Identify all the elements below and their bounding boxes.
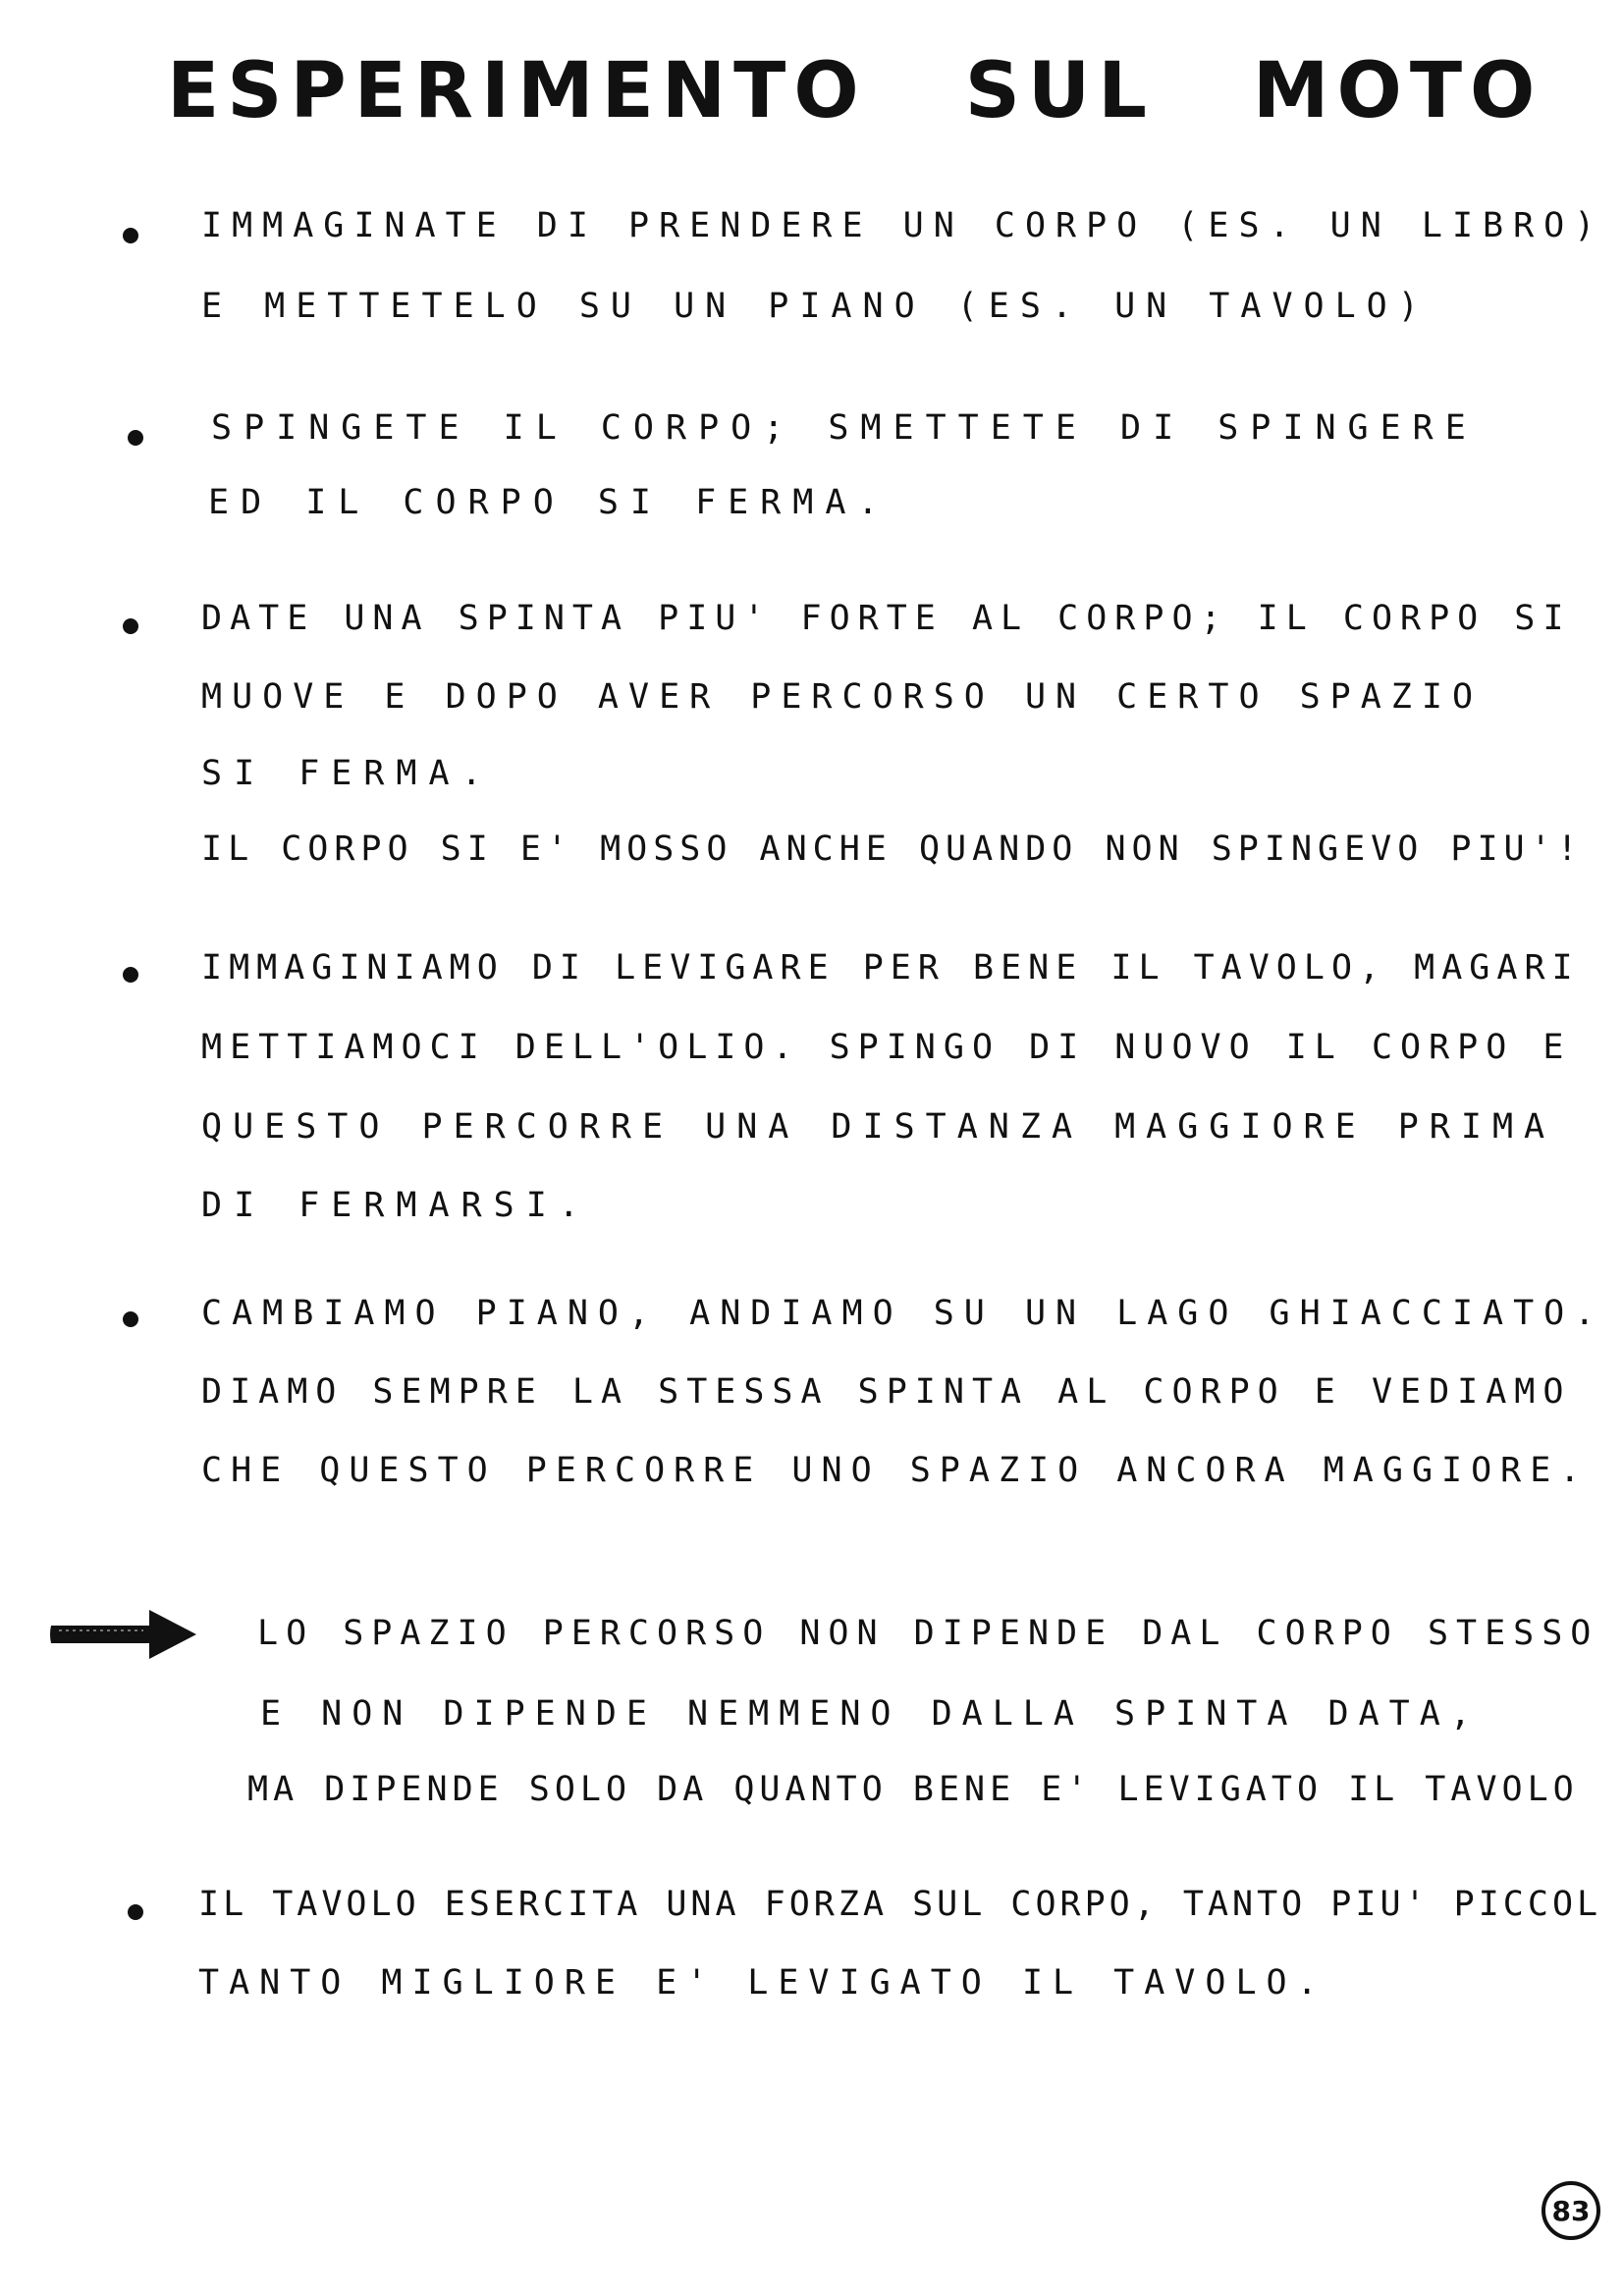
page-number: 83 (1542, 2181, 1600, 2240)
bullet-dot-icon (128, 430, 143, 446)
text-line: IMMAGINATE DI PRENDERE UN CORPO (ES. UN LIBRO) (201, 206, 1605, 245)
right-arrow-icon (47, 1606, 200, 1663)
text-line: SPINGETE IL CORPO; SMETTETE DI SPINGERE (211, 408, 1478, 448)
text-line: MUOVE E DOPO AVER PERCORSO UN CERTO SPAZIO (201, 677, 1484, 717)
text-line: DATE UNA SPINTA PIU' FORTE AL CORPO; IL CORPO SI (201, 599, 1572, 638)
text-line: LO SPAZIO PERCORSO NON DIPENDE DAL CORPO STESSO (257, 1614, 1599, 1653)
text-line: METTIAMOCI DELL'OLIO. SPINGO DI NUOVO IL CORPO E (201, 1028, 1572, 1067)
text-line: IMMAGINIAMO DI LEVIGARE PER BENE IL TAVOLO, MAGARI (201, 948, 1580, 988)
bullet-dot-icon (123, 618, 138, 634)
text-line: E NON DIPENDE NEMMENO DALLA SPINTA DATA, (260, 1694, 1481, 1734)
text-line: E METTETELO SU UN PIANO (ES. UN TAVOLO) (201, 287, 1430, 326)
text-line: ED IL CORPO SI FERMA. (208, 483, 891, 522)
text-line: DIAMO SEMPRE LA STESSA SPINTA AL CORPO E VEDIAMO (201, 1372, 1572, 1412)
text-line: IL TAVOLO ESERCITA UNA FORZA SUL CORPO, TANTO PIU' PICCOL (198, 1885, 1602, 1924)
bullet-dot-icon (123, 228, 138, 243)
text-line: CHE QUESTO PERCORRE UNO SPAZIO ANCORA MAGGIORE. (201, 1451, 1590, 1490)
text-line: MA DIPENDE SOLO DA QUANTO BENE E' LEVIGATO IL TAVOLO (247, 1770, 1579, 1809)
text-line: DI FERMARSI. (201, 1186, 591, 1225)
bullet-dot-icon (123, 967, 138, 983)
text-line: SI FERMA. (201, 754, 494, 793)
title-word: ESPERIMENTO (167, 47, 867, 135)
bullet-dot-icon (128, 1904, 143, 1920)
text-line: CAMBIAMO PIANO, ANDIAMO SU UN LAGO GHIACCIATO. (201, 1294, 1605, 1333)
title-word: SUL (964, 47, 1155, 135)
page-title (167, 47, 1543, 135)
bullet-dot-icon (123, 1311, 138, 1327)
text-line: IL CORPO SI E' MOSSO ANCHE QUANDO NON SPINGEVO PIU'! (201, 829, 1584, 869)
title-word: MOTO (1252, 47, 1543, 135)
text-line: TANTO MIGLIORE E' LEVIGATO IL TAVOLO. (198, 1963, 1327, 2002)
text-line: QUESTO PERCORRE UNA DISTANZA MAGGIORE PRIMA (201, 1107, 1556, 1147)
